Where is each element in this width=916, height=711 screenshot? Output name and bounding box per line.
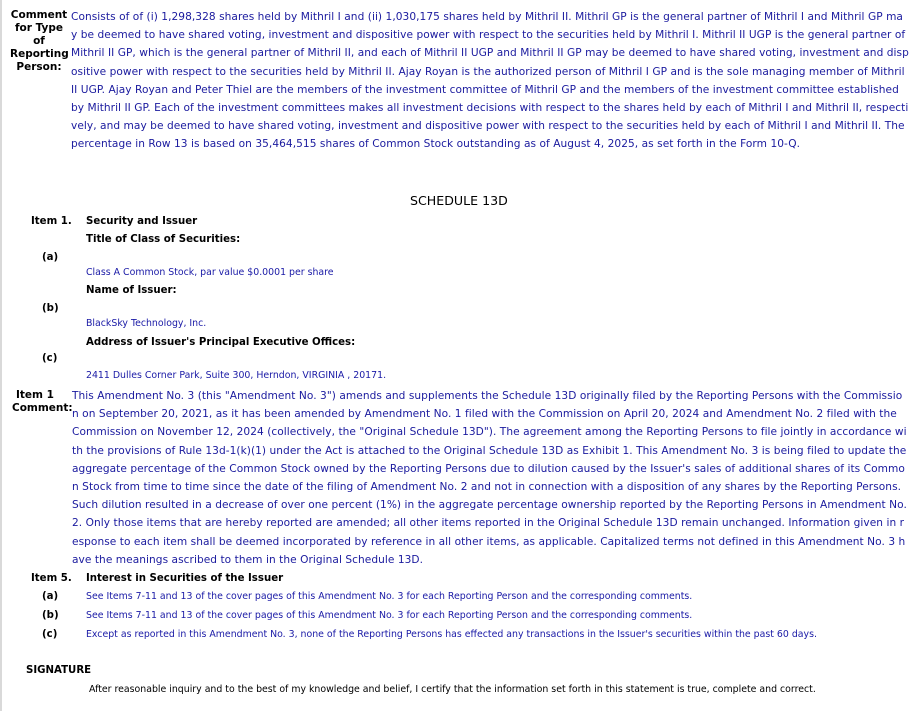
item-5c-marker: (c) <box>42 629 58 640</box>
item-5-heading: Interest in Securities of the Issuer <box>86 573 284 584</box>
comment-label <box>10 9 68 74</box>
left-border <box>0 0 2 711</box>
item-5b-marker: (b) <box>42 610 59 621</box>
item-1-comment-text: This Amendment No. 3 (this "Amendment No. 3") amends and supplements the Schedule 13D originally filed by the Reporting Persons with the Commission on September 20, 2021, as it has been amended by Amendment No. 1 filed with the Commission on April 20, 2024 and Amendment No. 2 filed with the Commission on November 12, 2024 (collectively, the "Original Schedule 13D"). The agreement among the Reporting Persons to file jointly in accordance with the provisions of Rule 13d-1(k)(1) under the Act is attached to the Original Schedule 13D as Exhibit 1. This Amendment No. 3 is being filed to update the aggregate percentage of the Common Stock owned by the Reporting Persons due to dilution caused by the Issuer's sales of additional shares of its Common Stock from time to time since the date of the filing of Amendment No. 2 and not in connection with a disposition of any shares by the Reporting Persons. Such dilution resulted in a decrease of over one percent (1%) in the aggregate percentage ownership reported by the Reporting Persons in Amendment No. 2. Only those items that are hereby reported are amended; all other items reported in the Original Schedule 13D remain unchanged. Information given in response to each item shall be deemed incorporated by reference in all other items, as applicable. Capitalized terms not defined in this Amendment No. 3 have the meanings ascribed to them in the Original Schedule 13D. <box>72 390 907 566</box>
name-of-issuer-heading: Name of Issuer: <box>86 285 177 296</box>
comment-label-line-2: for Type <box>14 22 63 34</box>
item-1-comment-label-line-2: Comment: <box>12 402 73 414</box>
name-of-issuer-value: BlackSky Technology, Inc. <box>86 318 207 329</box>
title-of-class-value: Class A Common Stock, par value $0.0001 per share <box>86 267 334 278</box>
title-of-class-heading: Title of Class of Securities: <box>86 234 241 245</box>
item-1-label: Item 1. <box>31 216 72 227</box>
signature-heading: SIGNATURE <box>26 665 92 676</box>
item-1-heading: Security and Issuer <box>86 216 198 227</box>
schedule-title: SCHEDULE 13D <box>410 193 508 208</box>
item-5a-marker: (a) <box>42 591 59 602</box>
comment-label-line-1: Comment <box>10 9 68 21</box>
comment-label-line-3: of <box>33 35 45 47</box>
comment-text: Consists of of (i) 1,298,328 shares held by Mithril I and (ii) 1,030,175 shares held by Mithril II. Mithril GP is the general partner of Mithril I and Mithril GP may be deemed to have shared voting, investment and dispositive power with respect to the securities held by Mithril I. Mithril II UGP is the general partner of Mithril II GP, which is the general partner of Mithril II, and each of Mithril II UGP and Mithril II GP may be deemed to have shared voting, investment and dispositive power with respect to the securities held by Mithril II. Ajay Royan is the authorized person of Mithril I GP and is the sole managing member of Mithril II UGP. Ajay Royan and Peter Thiel are the members of the investment committee of Mithril GP and the members of the investment committee established by Mithril II GP. Each of the investment committees makes all investment decisions with respect to the shares held by each of Mithril I and Mithril II, respectively, and may be deemed to have shared voting, investment and dispositive power with respect to the securities held by each of Mithril I and Mithril II. The percentage in Row 13 is based on 35,464,515 shares of Common Stock outstanding as of August 4, 2025, as set forth in the Form 10-Q. <box>71 11 909 151</box>
comment-label-line-5: Person: <box>16 61 62 73</box>
item-5-label: Item 5. <box>31 573 72 584</box>
signature-statement: After reasonable inquiry and to the best of my knowledge and belief, I certify that the information set forth in this statement is true, complete and correct. <box>89 684 816 695</box>
item-1c-marker: (c) <box>42 353 58 364</box>
item-5a-text: See Items 7-11 and 13 of the cover pages of this Amendment No. 3 for each Reporting Person and the corresponding comments. <box>86 591 693 602</box>
item-5b-text: See Items 7-11 and 13 of the cover pages of this Amendment No. 3 for each Reporting Person and the corresponding comments. <box>86 610 693 621</box>
address-heading: Address of Issuer's Principal Executive Offices: <box>86 337 356 348</box>
item-1-comment-label-line-1: Item 1 <box>16 389 54 401</box>
item-5c-text: Except as reported in this Amendment No. 3, none of the Reporting Persons has effected any transactions in the Issuer's securities within the past 60 days. <box>86 629 817 640</box>
item-1-comment-label <box>12 389 73 415</box>
address-value: 2411 Dulles Corner Park, Suite 300, Herndon, VIRGINIA , 20171. <box>86 370 387 381</box>
item-1a-marker: (a) <box>42 252 59 263</box>
item-1b-marker: (b) <box>42 303 59 314</box>
comment-label-line-4: Reporting <box>10 48 69 60</box>
